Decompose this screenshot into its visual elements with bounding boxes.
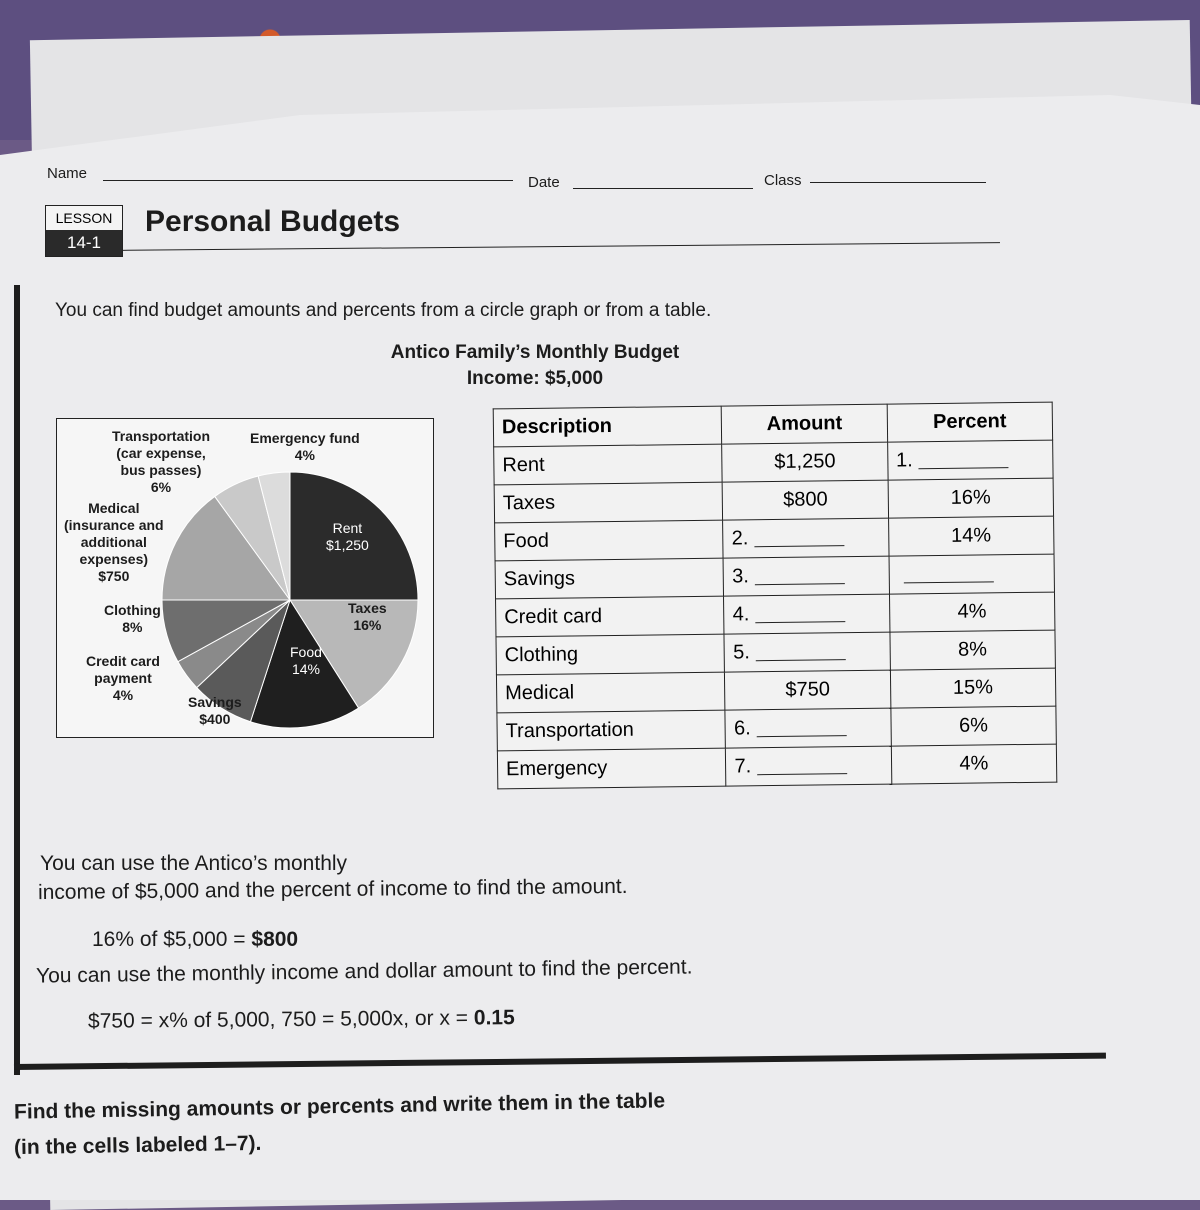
cell-amount	[725, 708, 891, 748]
cell-description-text: Food	[503, 530, 549, 553]
cell-description-text: Rent	[502, 454, 545, 477]
cell-percent	[891, 744, 1057, 784]
answer-blank[interactable]	[757, 757, 847, 775]
cell-percent	[887, 440, 1053, 480]
cell-amount	[723, 480, 889, 520]
example-2	[88, 1006, 515, 1034]
label-transportation: Transportation (car expense, bus passes) 6%	[112, 428, 210, 496]
cell-percent-text: 4%	[959, 752, 988, 774]
cell-description	[496, 596, 725, 637]
cell-percent-text: 16%	[951, 486, 991, 508]
answer-blank[interactable]	[757, 719, 847, 737]
cell-amount-text: $1,250	[774, 450, 835, 473]
cell-percent-text: 6%	[959, 714, 988, 736]
lesson-label: LESSON	[46, 206, 122, 230]
answer-blank[interactable]	[755, 605, 845, 623]
lesson-frame-left	[14, 285, 20, 1075]
cell-percent	[888, 516, 1054, 556]
label-emergency: Emergency fund 4%	[250, 430, 360, 464]
cell-description-text: Taxes	[503, 492, 556, 515]
header-description: Description	[493, 406, 722, 447]
cell-description-text: Savings	[504, 567, 575, 590]
name-line	[103, 180, 513, 181]
cell-percent-text: 4%	[957, 600, 986, 622]
cell-percent-text: 14%	[951, 524, 991, 546]
answer-blank[interactable]	[754, 529, 844, 547]
cell-description	[496, 634, 725, 675]
table-row	[497, 744, 1056, 789]
cell-amount-text: $750	[785, 678, 830, 701]
class-label: Class	[764, 172, 802, 189]
cell-amount	[723, 556, 889, 596]
explanation-line-2: income of $5,000 and the percent of income to find the amount.	[38, 875, 628, 905]
label-taxes: Taxes 16%	[348, 600, 387, 634]
header-percent: Percent	[887, 402, 1053, 442]
cell-percent	[889, 554, 1055, 594]
cell-amount	[724, 632, 890, 672]
answer-blank[interactable]	[756, 643, 846, 661]
class-line	[810, 182, 986, 183]
cell-percent	[890, 668, 1056, 708]
label-clothing: Clothing 8%	[104, 602, 161, 636]
cell-amount-text: 5.	[733, 641, 750, 663]
label-savings: Savings $400	[188, 694, 242, 728]
example-1-answer: $800	[251, 928, 298, 951]
label-credit-card: Credit card payment 4%	[86, 653, 160, 704]
chart-title: Antico Family’s Monthly Budget	[315, 342, 755, 364]
cell-description-text: Transportation	[506, 719, 634, 743]
cell-description-text: Emergency	[506, 757, 607, 780]
cell-amount-text: $800	[783, 488, 828, 511]
cell-amount	[722, 442, 888, 482]
page-title: Personal Budgets	[145, 205, 400, 239]
label-medical: Medical (insurance and additional expenses) $750	[64, 500, 164, 585]
budget-table	[493, 402, 1058, 790]
cell-description-text: Credit card	[504, 605, 602, 628]
name-label: Name	[47, 165, 87, 182]
chart-subtitle: Income: $5,000	[315, 368, 755, 390]
label-food: Food 14%	[290, 644, 322, 678]
cell-amount-text: 4.	[733, 603, 750, 625]
answer-blank[interactable]	[755, 567, 845, 585]
cell-description	[494, 482, 723, 523]
lesson-badge	[45, 205, 123, 257]
task-line-1: Find the missing amounts or percents and write them in the table	[14, 1089, 665, 1124]
example-1-expression: 16% of $5,000 =	[92, 928, 251, 951]
cell-amount	[724, 594, 890, 634]
cell-amount	[725, 670, 891, 710]
cell-amount	[726, 746, 892, 786]
cell-percent	[891, 706, 1057, 746]
task-line-2: (in the cells labeled 1–7).	[14, 1132, 262, 1160]
cell-description-text: Medical	[505, 681, 574, 704]
lesson-number: 14-1	[46, 230, 122, 256]
label-rent: Rent $1,250	[326, 520, 369, 554]
cell-percent-text: 8%	[958, 638, 987, 660]
cell-description	[495, 520, 724, 561]
cell-amount-text: 6.	[734, 717, 751, 739]
cell-percent	[889, 592, 1055, 632]
cell-percent-text: 1.	[896, 449, 913, 471]
explanation-line-3: You can use the monthly income and dollar amount to find the percent.	[36, 955, 693, 988]
answer-blank[interactable]	[919, 451, 1009, 469]
header-amount: Amount	[722, 404, 888, 444]
explanation-line-1: You can use the Antico’s monthly	[40, 852, 347, 876]
cell-description	[496, 672, 725, 713]
cell-percent	[888, 478, 1054, 518]
date-line	[573, 188, 753, 189]
cell-amount-text: 3.	[732, 565, 749, 587]
date-label: Date	[528, 174, 560, 191]
cell-percent-text: 15%	[953, 676, 993, 698]
cell-description	[497, 710, 726, 751]
intro-text: You can find budget amounts and percents from a circle graph or from a table.	[55, 300, 711, 322]
cell-amount	[723, 518, 889, 558]
cell-amount-text: 7.	[734, 755, 751, 777]
example-1	[92, 928, 298, 952]
cell-amount-text: 2.	[732, 527, 749, 549]
example-2-expression: $750 = x% of 5,000, 750 = 5,000x, or x =	[88, 1006, 474, 1032]
cell-percent	[890, 630, 1056, 670]
cell-description-text: Clothing	[505, 643, 579, 666]
cell-description	[495, 558, 724, 599]
cell-description	[494, 444, 723, 485]
cell-description	[497, 748, 726, 789]
example-2-answer: 0.15	[474, 1006, 515, 1029]
answer-blank[interactable]	[903, 566, 993, 584]
